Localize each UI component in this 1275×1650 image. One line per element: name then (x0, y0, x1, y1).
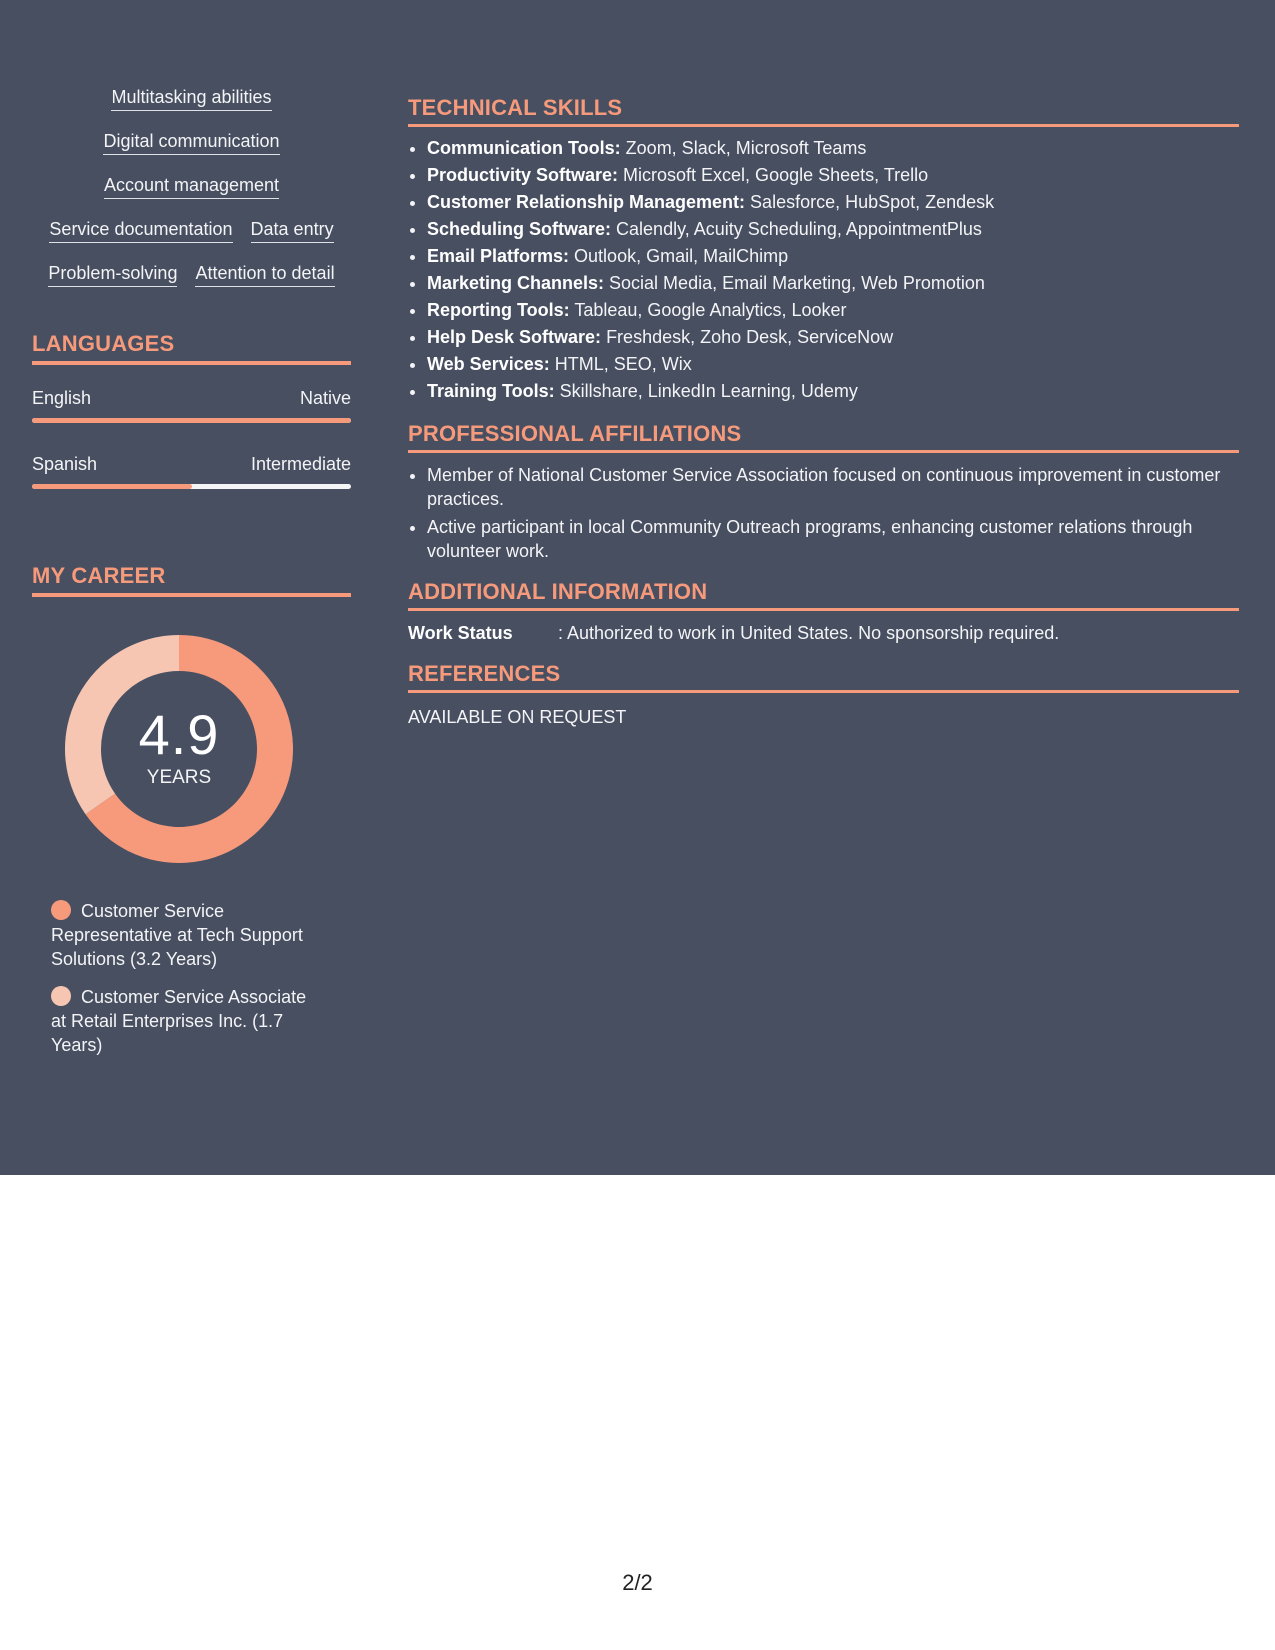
technical-skill-category: Web Services: (427, 354, 550, 374)
legend-dot-icon (51, 900, 71, 920)
technical-skill-item (427, 135, 1239, 162)
technical-skill-tools: Freshdesk, Zoho Desk, ServiceNow (601, 327, 894, 347)
additional-info-heading: ADDITIONAL INFORMATION (408, 579, 1239, 611)
career-legend (51, 899, 321, 1057)
skill-tag: Multitasking abilities (111, 86, 271, 111)
skill-tag: Attention to detail (195, 262, 334, 287)
career-total-value: 4.9 (138, 703, 220, 766)
additional-info-section (408, 579, 1239, 645)
language-proficiency-bar (32, 418, 351, 423)
skills-row (32, 262, 351, 287)
technical-skill-category: Reporting Tools: (427, 300, 570, 320)
language-spanish (32, 453, 351, 489)
sidebar (32, 86, 351, 1071)
language-proficiency-fill (32, 418, 351, 423)
technical-skill-tools: Skillshare, LinkedIn Learning, Udemy (554, 381, 858, 401)
career-total-unit: YEARS (146, 767, 212, 788)
page-number: 2/2 (622, 1570, 653, 1595)
affiliation-item: • Active participant in local Community Outreach programs, enhancing customer relations through volunteer work. (427, 515, 1239, 563)
technical-skill-tools: Zoom, Slack, Microsoft Teams (620, 138, 867, 158)
technical-skill-item (427, 216, 1239, 243)
technical-skill-tools: Calendly, Acuity Scheduling, AppointmentPlus (611, 219, 982, 239)
skills-row (32, 86, 351, 111)
technical-skill-tools: Social Media, Email Marketing, Web Promotion (604, 273, 985, 293)
language-level: Intermediate (250, 454, 351, 474)
skill-tag: Digital communication (103, 130, 279, 155)
technical-skills-section (408, 95, 1239, 405)
work-status-value: : Authorized to work in United States. No sponsorship required. (558, 623, 1060, 643)
technical-skill-category: Training Tools: (427, 381, 555, 401)
language-proficiency-bar (32, 484, 351, 489)
career-legend-item (51, 899, 321, 971)
work-status-row (408, 621, 1239, 645)
language-proficiency-fill (32, 484, 192, 489)
technical-skill-category: Marketing Channels: (427, 273, 605, 293)
skills-row (32, 174, 351, 199)
work-status-label: Work Status (408, 623, 513, 643)
skill-tag: Problem-solving (48, 262, 177, 287)
language-english (32, 387, 351, 423)
technical-skill-category: Customer Relationship Management: (427, 192, 746, 212)
technical-skills-heading: TECHNICAL SKILLS (408, 95, 1239, 127)
skill-tag: Account management (104, 174, 279, 199)
skills-cloud (32, 86, 351, 287)
career-role-label: Customer Service Associate at Retail Enterprises Inc. (1.7 Years) (51, 987, 307, 1055)
language-row (32, 387, 351, 409)
technical-skill-category: Productivity Software: (427, 165, 619, 185)
technical-skill-category: Help Desk Software: (427, 327, 602, 347)
main-content (408, 95, 1239, 729)
technical-skill-item (427, 162, 1239, 189)
references-heading: REFERENCES (408, 661, 1239, 693)
technical-skill-tools: Outlook, Gmail, MailChimp (569, 246, 789, 266)
technical-skill-item (427, 297, 1239, 324)
technical-skill-item (427, 351, 1239, 378)
technical-skill-item (427, 243, 1239, 270)
technical-skill-item (427, 324, 1239, 351)
skills-row (32, 130, 351, 155)
career-donut-chart (65, 635, 293, 863)
language-row (32, 453, 351, 475)
references-text: AVAILABLE ON REQUEST (408, 707, 627, 727)
language-level: Native (299, 388, 351, 408)
languages-heading: LANGUAGES (32, 331, 351, 365)
career-heading: MY CAREER (32, 563, 351, 597)
technical-skill-item (427, 378, 1239, 405)
language-name: Spanish (32, 454, 98, 474)
affiliations-list (408, 463, 1239, 563)
technical-skill-item (427, 270, 1239, 297)
technical-skill-category: Scheduling Software: (427, 219, 612, 239)
career-legend-item (51, 985, 321, 1057)
technical-skill-category: Email Platforms: (427, 246, 570, 266)
career-role-label: Customer Service Representative at Tech Support Solutions (3.2 Years) (51, 901, 303, 969)
affiliations-section (408, 421, 1239, 563)
legend-dot-icon (51, 986, 71, 1006)
technical-skill-tools: Microsoft Excel, Google Sheets, Trello (618, 165, 929, 185)
affiliation-item: • Member of National Customer Service Association focused on continuous improvement in customer practices. (427, 463, 1239, 511)
technical-skill-tools: Tableau, Google Analytics, Looker (569, 300, 847, 320)
skill-tag: Data entry (251, 218, 334, 243)
technical-skill-tools: Salesforce, HubSpot, Zendesk (745, 192, 995, 212)
skill-tag: Service documentation (49, 218, 232, 243)
affiliations-heading: PROFESSIONAL AFFILIATIONS (408, 421, 1239, 453)
technical-skill-category: Communication Tools: (427, 138, 621, 158)
technical-skill-tools: HTML, SEO, Wix (549, 354, 692, 374)
language-name: English (32, 388, 92, 408)
skills-row (32, 218, 351, 243)
references-section (408, 661, 1239, 729)
technical-skills-list (408, 135, 1239, 405)
technical-skill-item (427, 189, 1239, 216)
